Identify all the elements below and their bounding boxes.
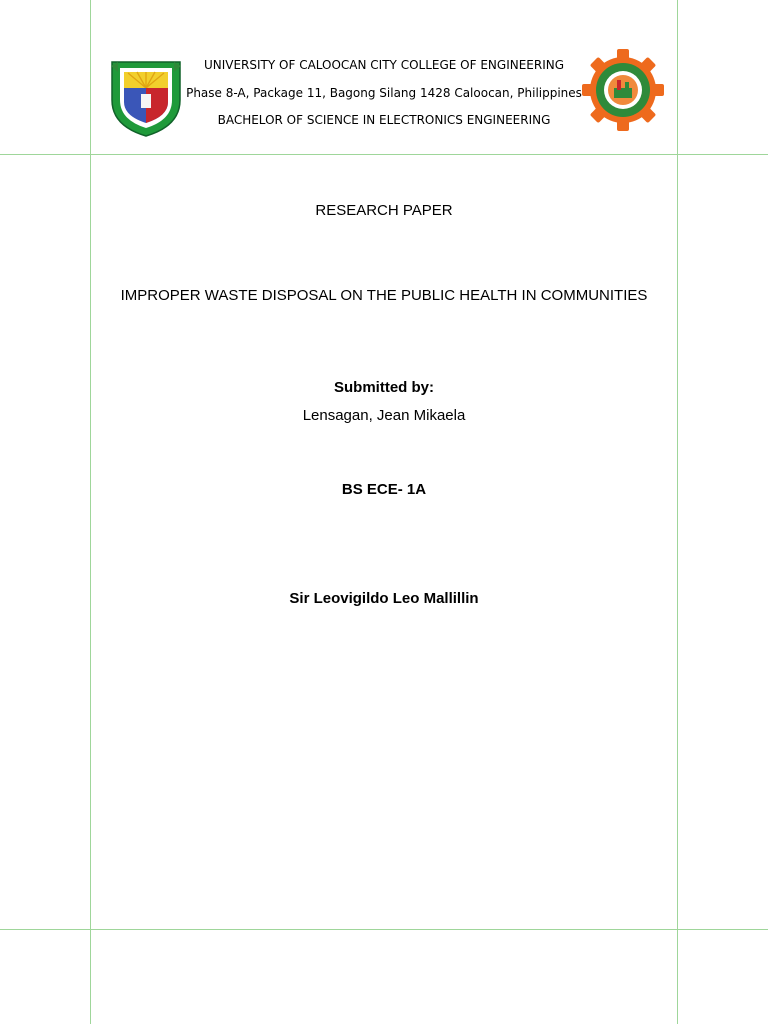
section-label: BS ECE- 1A [341, 481, 427, 498]
program-name: BACHELOR OF SCIENCE IN ELECTRONICS ENGINEERING [217, 113, 551, 127]
university-address: Phase 8-A, Package 11, Bagong Silang 1428 Caloocan, Philippines [186, 86, 582, 100]
paper-title: IMPROPER WASTE DISPOSAL ON THE PUBLIC HEALTH IN COMMUNITIES [120, 287, 648, 304]
document-type: RESEARCH PAPER [315, 202, 453, 219]
author-name: Lensagan, Jean Mikaela [302, 407, 466, 424]
footer-margin-guide [0, 929, 768, 930]
university-name: UNIVERSITY OF CALOOCAN CITY COLLEGE OF ENGINEERING [203, 58, 565, 72]
submitted-by-label: Submitted by: [334, 379, 434, 396]
instructor-name: Sir Leovigildo Leo Mallillin [289, 590, 479, 607]
header-margin-guide [0, 154, 768, 155]
